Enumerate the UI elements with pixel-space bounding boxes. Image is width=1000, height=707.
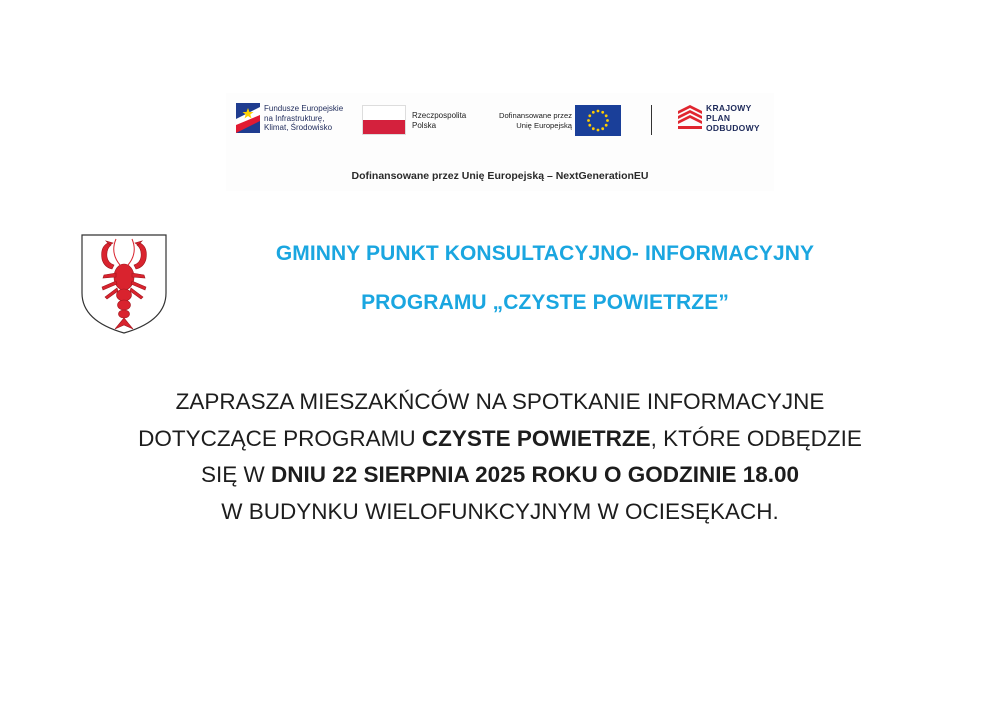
eu-logo-text: Dofinansowane przez Unię Europejską [498, 111, 572, 130]
municipal-crest-crayfish-icon [80, 233, 168, 335]
eu-logo [489, 105, 624, 135]
kpo-logo-text: KRAJOWY PLAN ODBUDOWY [706, 103, 760, 133]
meeting-date-time: DNIU 22 SIERPNIA 2025 ROKU O GODZINIE 18.00 [270, 462, 800, 487]
invitation-line-2: DOTYCZĄCE PROGRAMU CZYSTE POWIETRZE, KTÓRE ODBĘDZIE [138, 425, 862, 451]
page-title-line-2: PROGRAMU „CZYSTE POWIETRZE” [361, 291, 729, 314]
invitation-line-1: ZAPRASZA MIESZAKŃCÓW NA SPOTKANIE INFORMACYJNE [175, 389, 825, 414]
feng-logo-text: Fundusze Europejskie na Infrastrukturę, Klimat, Środowisko [264, 104, 344, 132]
program-name: CZYSTE POWIETRZE [421, 425, 651, 451]
feng-star-icon [236, 103, 260, 133]
funding-logo-bar [226, 93, 774, 191]
page-title-line-1: GMINNY PUNKT KONSULTACYJNO- INFORMACYJNY [275, 242, 815, 265]
kpo-building-icon [678, 105, 702, 131]
eu-flag-icon [575, 105, 621, 136]
funding-line: Dofinansowane przez Unię Europejską – NextGenerationEU [351, 170, 649, 182]
invitation-line-4: W BUDYNKU WIELOFUNKCYJNYM W OCIESĘKACH. [221, 498, 779, 524]
polish-flag-icon [362, 105, 406, 135]
logo-separator [651, 105, 652, 135]
rp-logo [362, 105, 472, 135]
invitation-text [60, 384, 940, 530]
invitation-line-3: SIĘ W DNIU 22 SIERPNIA 2025 ROKU O GODZINIE 18.00 [200, 462, 800, 487]
feng-logo [236, 103, 356, 135]
rp-logo-text: Rzeczpospolita Polska [412, 111, 467, 130]
kpo-logo [678, 103, 773, 137]
